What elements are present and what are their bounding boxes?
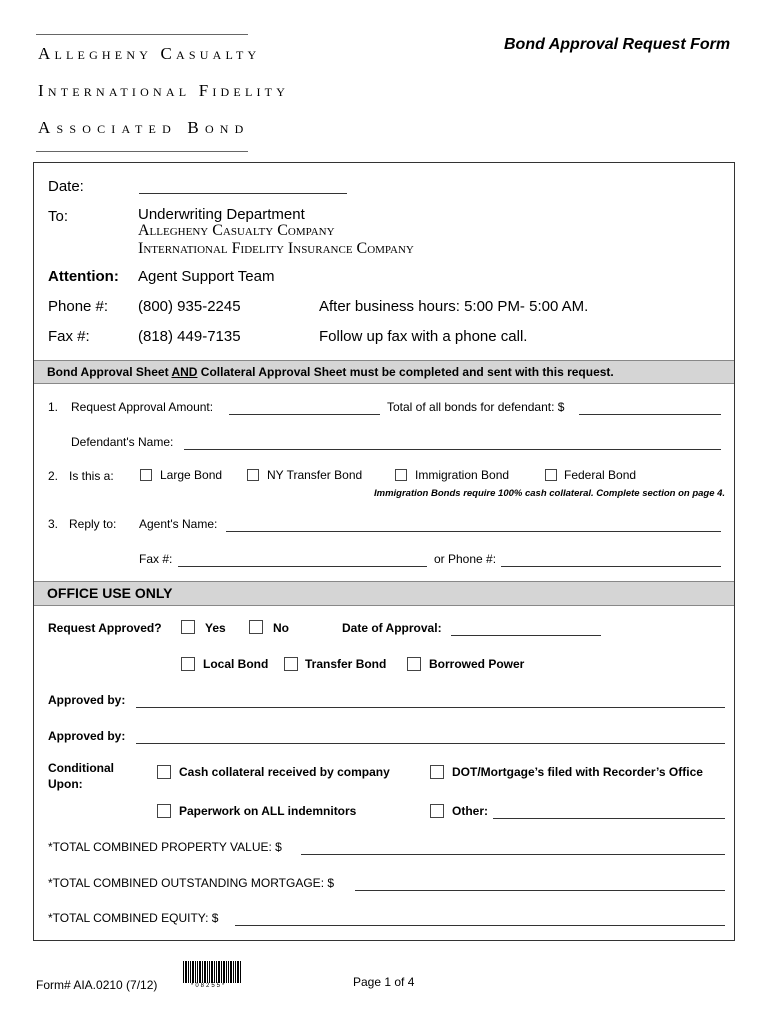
- ny-transfer-bond-checkbox[interactable]: [247, 469, 259, 481]
- federal-bond-checkbox[interactable]: [545, 469, 557, 481]
- date-of-approval-label: Date of Approval:: [342, 621, 442, 635]
- large-bond-label: Large Bond: [160, 468, 223, 482]
- total-mortgage-field[interactable]: [355, 890, 725, 891]
- approved-by-label-1: Approved by:: [48, 693, 126, 707]
- section2-number: 2.: [48, 469, 59, 483]
- office-use-heading: OFFICE USE ONLY: [47, 585, 173, 601]
- local-bond-label: Local Bond: [203, 657, 269, 671]
- approved-yes-label: Yes: [205, 621, 226, 635]
- reply-fax-label: Fax #:: [139, 552, 173, 566]
- office-use-band: [34, 581, 734, 606]
- total-mortgage-label: *TOTAL COMBINED OUTSTANDING MORTGAGE: $: [48, 876, 335, 890]
- reply-phone-field[interactable]: [501, 566, 721, 567]
- other-label: Other:: [452, 804, 488, 818]
- total-bonds-label: Total of all bonds for defendant: $: [387, 400, 565, 414]
- notice-band: [34, 360, 734, 384]
- dot-mortgage-label: DOT/Mortgage’s filed with Recorder’s Office: [452, 765, 703, 779]
- attention-value: Agent Support Team: [138, 268, 275, 285]
- immigration-note: Immigration Bonds require 100% cash collateral. Complete section on page 4.: [374, 488, 726, 499]
- total-property-label: *TOTAL COMBINED PROPERTY VALUE: $: [48, 840, 282, 854]
- logo-bottom-rule: [36, 151, 248, 152]
- reply-fax-field[interactable]: [178, 566, 427, 567]
- federal-bond-label: Federal Bond: [564, 468, 637, 482]
- to-department: Underwriting Department: [138, 206, 305, 223]
- immigration-bond-checkbox[interactable]: [395, 469, 407, 481]
- date-field[interactable]: [139, 193, 347, 194]
- logo-line-associated: Associated Bond: [38, 118, 250, 137]
- conditional-label: Conditional: [48, 761, 114, 775]
- to-company-international: International Fidelity Insurance Company: [138, 240, 414, 257]
- notice-part1: Bond Approval Sheet: [47, 365, 172, 379]
- ny-transfer-bond-label: NY Transfer Bond: [267, 468, 363, 482]
- approved-no-checkbox[interactable]: [249, 620, 263, 634]
- borrowed-power-label: Borrowed Power: [429, 657, 525, 671]
- total-equity-field[interactable]: [235, 925, 725, 926]
- cash-collateral-label: Cash collateral received by company: [179, 765, 390, 779]
- agent-name-field[interactable]: [226, 531, 721, 532]
- conditional-upon-label: Upon:: [48, 777, 83, 791]
- reply-phone-label: or Phone #:: [434, 552, 497, 566]
- approved-by-field-1[interactable]: [136, 707, 725, 708]
- phone-label: Phone #:: [48, 298, 109, 315]
- defendant-name-label: Defendant's Name:: [71, 435, 174, 449]
- borrowed-power-checkbox[interactable]: [407, 657, 421, 671]
- logo-top-rule: [36, 34, 248, 35]
- notice-part2: Collateral Approval Sheet must be completed and sent with this request.: [197, 365, 614, 379]
- barcode-bars: [183, 961, 241, 983]
- approved-no-label: No: [273, 621, 289, 635]
- approved-by-label-2: Approved by:: [48, 729, 126, 743]
- page-number: Page 1 of 4: [353, 975, 415, 989]
- phone-value: (800) 935-2245: [138, 298, 241, 315]
- approved-yes-checkbox[interactable]: [181, 620, 195, 634]
- reply-to-label: Reply to:: [69, 517, 117, 531]
- to-company-allegheny: Allegheny Casualty Company: [138, 222, 335, 239]
- date-of-approval-field[interactable]: [451, 635, 601, 636]
- request-amount-field[interactable]: [229, 414, 380, 415]
- fax-label: Fax #:: [48, 328, 90, 345]
- total-property-field[interactable]: [301, 854, 725, 855]
- paperwork-indemnitors-label: Paperwork on ALL indemnitors: [179, 804, 357, 818]
- transfer-bond-checkbox[interactable]: [284, 657, 298, 671]
- bond-type-label: Is this a:: [69, 469, 114, 483]
- request-approved-label: Request Approved?: [48, 621, 162, 635]
- total-equity-label: *TOTAL COMBINED EQUITY: $: [48, 911, 219, 925]
- form-title: Bond Approval Request Form: [504, 36, 731, 53]
- other-checkbox[interactable]: [430, 804, 444, 818]
- barcode-text: *08255*: [191, 983, 227, 989]
- to-label: To:: [48, 208, 69, 225]
- agent-name-label: Agent's Name:: [139, 517, 218, 531]
- request-amount-label: Request Approval Amount:: [71, 400, 214, 414]
- notice-text: [47, 365, 614, 379]
- transfer-bond-label: Transfer Bond: [305, 657, 387, 671]
- logo-line-international: International Fidelity: [38, 81, 290, 100]
- large-bond-checkbox[interactable]: [140, 469, 152, 481]
- barcode: [183, 961, 241, 989]
- fax-followup-note: Follow up fax with a phone call.: [319, 328, 528, 345]
- date-label: Date:: [48, 178, 84, 195]
- defendant-name-field[interactable]: [184, 449, 721, 450]
- local-bond-checkbox[interactable]: [181, 657, 195, 671]
- dot-mortgage-checkbox[interactable]: [430, 765, 444, 779]
- total-bonds-field[interactable]: [579, 414, 721, 415]
- approved-by-field-2[interactable]: [136, 743, 725, 744]
- logo-line-allegheny: Allegheny Casualty: [38, 44, 261, 63]
- phone-hours-note: After business hours: 5:00 PM- 5:00 AM.: [319, 298, 589, 315]
- notice-and: AND: [171, 365, 198, 379]
- section3-number: 3.: [48, 517, 59, 531]
- section1-number: 1.: [48, 400, 59, 414]
- other-field[interactable]: [493, 818, 725, 819]
- fax-value: (818) 449-7135: [138, 328, 241, 345]
- paperwork-indemnitors-checkbox[interactable]: [157, 804, 171, 818]
- immigration-bond-label: Immigration Bond: [415, 468, 510, 482]
- form-number: Form# AIA.0210 (7/12): [36, 978, 158, 992]
- attention-label: Attention:: [48, 268, 119, 285]
- cash-collateral-checkbox[interactable]: [157, 765, 171, 779]
